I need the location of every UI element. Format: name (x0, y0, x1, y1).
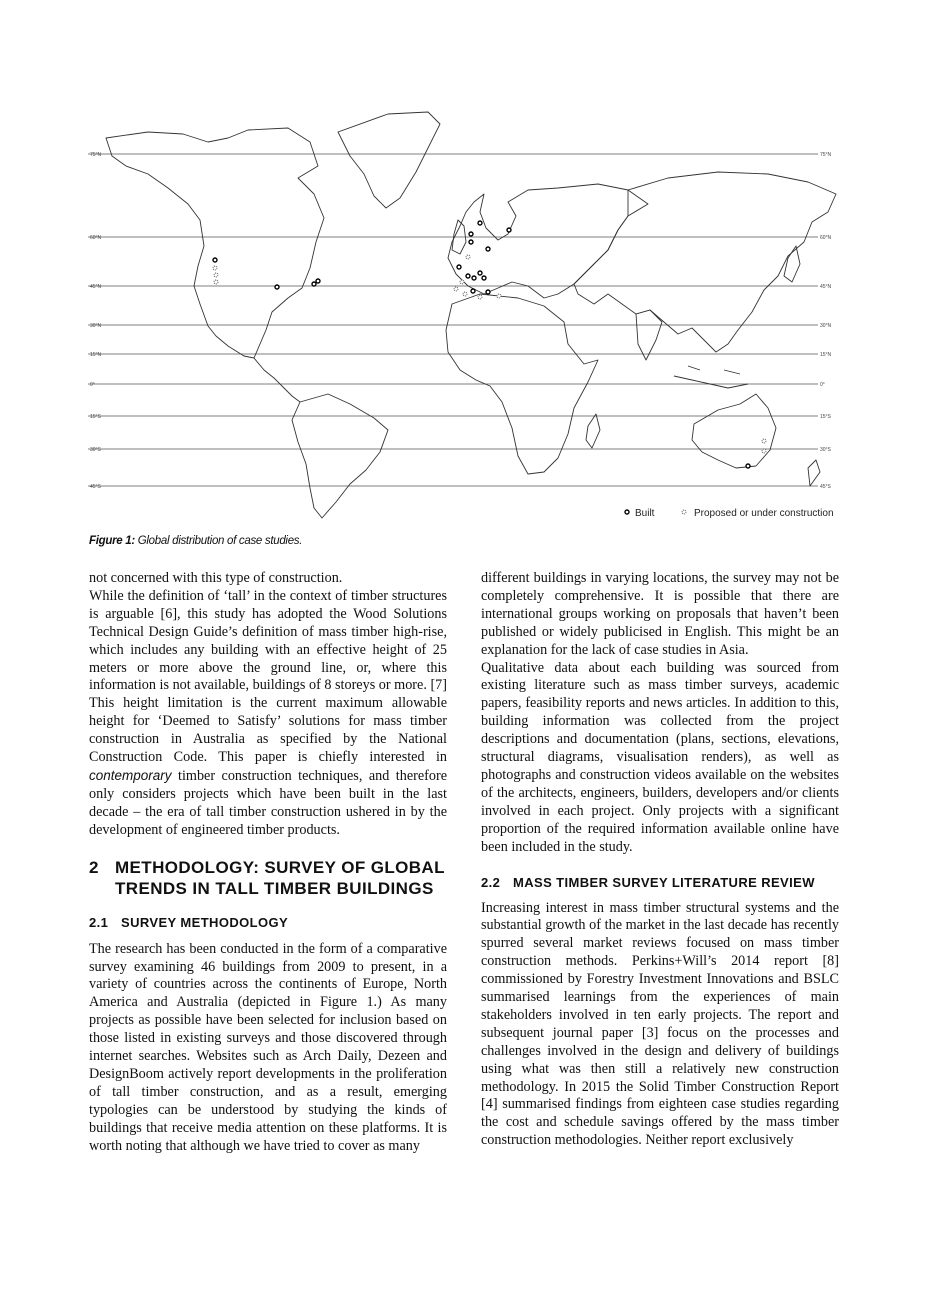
madagascar-outline (586, 414, 600, 448)
built-marker (478, 221, 482, 225)
subsection-number: 2.2 (481, 874, 501, 890)
latitude-label: 30°N (820, 323, 832, 329)
section-title: METHODOLOGY: SURVEY OF GLOBAL TRENDS IN TALL TIMBER BUILDINGS (115, 857, 445, 899)
built-marker (316, 279, 320, 283)
subsection-title: MASS TIMBER SURVEY LITERATURE REVIEW (513, 874, 815, 890)
figure-caption (89, 535, 302, 547)
text-run: timber construction techniques, and therefore only considers projects which have been built in the last decade – the era of tall timber construction ushered in by the development of engineered timber products. (89, 767, 447, 838)
new-zealand-outline (808, 460, 820, 486)
greenland-outline (338, 112, 440, 208)
proposed-marker (213, 266, 217, 270)
built-marker (746, 464, 750, 468)
latitude-label: 0° (90, 382, 95, 388)
paragraph: Increasing interest in mass timber structural systems and the substantial growth of the market in the last decade has recently spurred several market reviews focused on mass timber construction methods. Perkins+Will’s 2014 report [8] commissioned by Forestry Investment Innovations and BSLC summarised learnings from the experiences of main stakeholders involved in ten early projects. The report and subsequent journal paper [3] focus on the processes and challenges involved in the design and delivery of buildings using what was then still a relatively new construction methodology. In 2015 the Solid Timber Construction Report [4] summarised findings from eighteen case studies regarding the cost and schedule savings offered by the mass timber construction methodologies. Neither report exclusively (481, 899, 839, 1149)
paragraph (89, 588, 447, 840)
proposed-marker (497, 294, 501, 298)
latitude-label: 0° (820, 382, 825, 388)
south-america-outline (292, 394, 388, 518)
paragraph: The research has been conducted in the form of a comparative survey examining 46 buildings from 2009 to present, in a variety of countries across the continents of Europe, North America and Australia (depicted in Figure 1.) As many projects as possible have been selected for inclusion based on those listed in existing surveys and those discovered through internet searches. Websites such as Arch Daily, Dezeen and DesignBoom actively report developments in the proliferation of tall timber construction, and as a result, emerging typologies can be understood by studying the kinds of buildings that receive media attention on these platforms. It is worth noting that although we have tried to cover as many (89, 940, 447, 1154)
proposed-marker (214, 273, 218, 277)
japan-outline (784, 246, 800, 282)
paragraph: not concerned with this type of construction. (89, 570, 343, 586)
latitude-label: 45°N (820, 284, 832, 290)
subsection-title: SURVEY METHODOLOGY (121, 914, 289, 930)
built-marker (469, 232, 473, 236)
indonesia-outline (674, 366, 748, 388)
proposed-marker (762, 439, 766, 443)
built-marker (466, 274, 470, 278)
built-marker (482, 276, 486, 280)
proposed-marker (463, 292, 467, 296)
built-marker (469, 240, 473, 244)
proposed-marker (466, 255, 470, 259)
australia-outline (692, 394, 776, 468)
section-number: 2 (89, 857, 99, 877)
paragraph: different buildings in varying locations, the survey may not be completely comprehensive. It is possible that there are international groups working on proposals that haven’t been published or widely publicised in English. This might be an explanation for the lack of case studies in Asia. (481, 570, 839, 658)
legend-built-symbol (625, 510, 629, 514)
latitude-label: 75°N (90, 152, 102, 158)
latitude-label: 30°N (90, 323, 102, 329)
paragraph: Qualitative data about each building was sourced from existing literature such as mass timber surveys, academic papers, feasibility reports and news articles. In addition to this, building information was collected from the project descriptions and documentation (plans, sections, elevations, structural diagrams, visualisation renders), as well as photographs and construction videos available on the websites of the architects, engineers, builders, developers and/or clients involved in each project. Only projects with a significant proportion of the required information available online have been included in the study. (481, 659, 839, 855)
latitude-label: 60°N (820, 235, 832, 241)
latitude-label: 45°N (90, 284, 102, 290)
north-america-outline (106, 128, 324, 358)
latitude-label: 45°S (90, 484, 101, 490)
built-marker (507, 228, 511, 232)
latitude-label: 45°S (820, 484, 831, 490)
built-marker (312, 282, 316, 286)
proposed-marker (214, 280, 218, 284)
subsection-number: 2.1 (89, 914, 109, 930)
latitude-label: 75°N (820, 152, 832, 158)
built-marker (457, 265, 461, 269)
proposed-marker (478, 295, 482, 299)
built-marker (471, 289, 475, 293)
proposed-marker (454, 287, 458, 291)
europe-outline (448, 184, 648, 298)
latitude-label: 15°N (820, 352, 832, 358)
subsection-heading (89, 914, 447, 931)
built-marker (486, 290, 490, 294)
text-run: While the definition of ‘tall’ in the context of timber structures is arguable [6], this study has adopted the Wood Solutions Technical Design Guide’s definition of mass timber high-rise, which includes any building with an effective height of 25 meters or more above the ground line, or, where this information is not available, buildings of 8 storeys or more. [7] This height limitation is the current maximum allowable height for ‘Deemed to Satisfy’ solutions for mass timber construction in Australia as specified by the National Construction Code. This paper is chiefly interested in (89, 587, 447, 766)
figure-world-map (88, 108, 848, 523)
legend-proposed-symbol (682, 510, 686, 514)
built-marker (213, 258, 217, 262)
built-marker (275, 285, 279, 289)
latitude-label: 15°S (90, 414, 101, 420)
subsection-heading (481, 874, 839, 891)
legend-proposed-label: Proposed or under construction (694, 508, 834, 519)
built-marker (472, 276, 476, 280)
emphasis-text: contemporary (89, 767, 172, 783)
latitude-label: 15°S (820, 414, 831, 420)
india-outline (636, 310, 662, 360)
built-markers (213, 221, 750, 468)
left-column (89, 570, 447, 1155)
world-map (88, 108, 848, 523)
proposed-marker (460, 280, 464, 284)
latitude-label: 60°N (90, 235, 102, 241)
caption-label: Figure 1: (89, 535, 135, 547)
legend-built-label: Built (635, 508, 655, 519)
caption-text: Global distribution of case studies. (137, 535, 303, 547)
section-heading (89, 857, 447, 900)
central-america-outline (254, 358, 300, 402)
right-column (481, 570, 839, 1150)
built-marker (478, 271, 482, 275)
latitude-label: 30°S (820, 447, 831, 453)
latitude-label: 30°S (90, 447, 101, 453)
built-marker (486, 247, 490, 251)
proposed-marker (762, 449, 766, 453)
latitude-label: 15°N (90, 352, 102, 358)
map-legend (625, 508, 834, 519)
